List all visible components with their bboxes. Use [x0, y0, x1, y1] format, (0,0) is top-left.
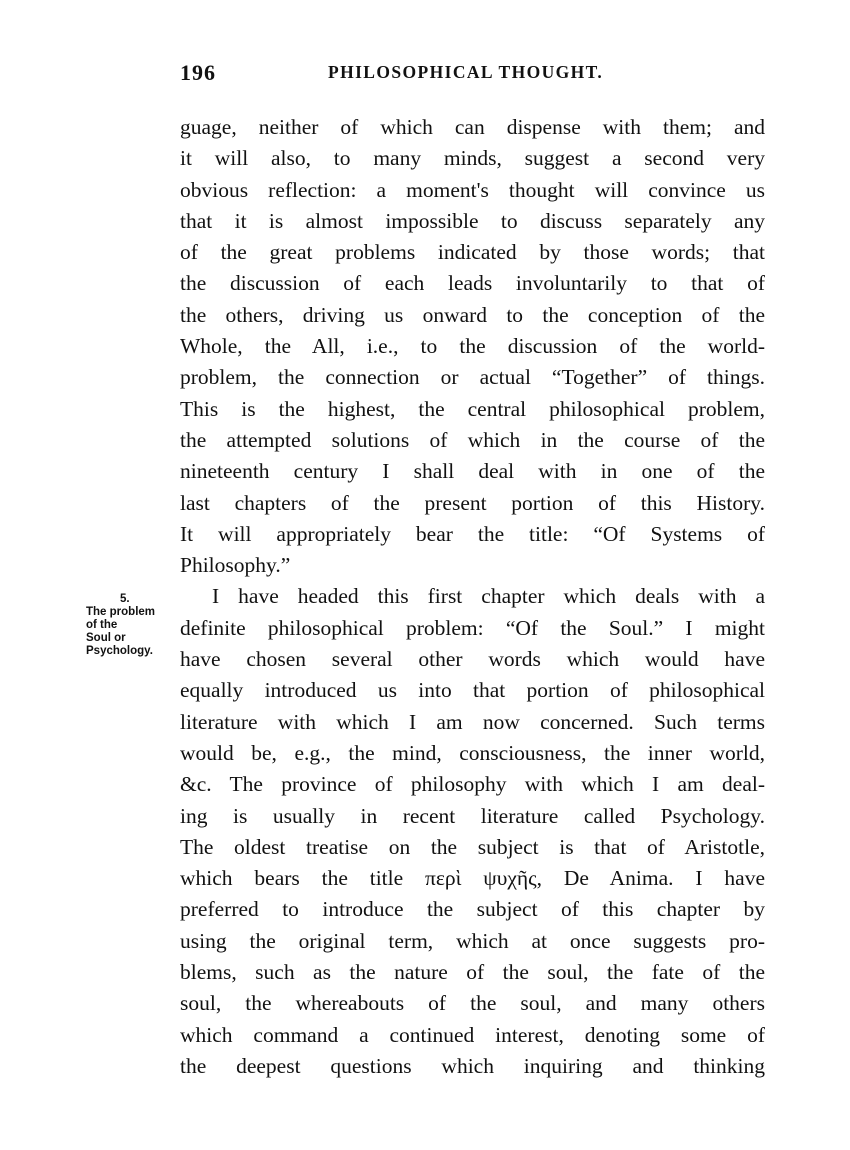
text-line: which command a continued interest, denoting some of [180, 1022, 765, 1047]
text-line: nineteenth century I shall deal with in one of the [180, 459, 765, 484]
margin-note-number: 5. [120, 593, 130, 605]
text-line: Philosophy.” [180, 553, 291, 578]
text-line: equally introduced us into that portion of philosophical [180, 678, 765, 703]
page-number: 196 [180, 60, 216, 85]
text-line: Whole, the All, i.e., to the discussion of the world- [180, 334, 765, 359]
text-line: the deepest questions which inquiring and thinking [180, 1053, 765, 1078]
text-line: that it is almost impossible to discuss separately any [180, 208, 765, 233]
text-line: the attempted solutions of which in the course of the [180, 427, 765, 452]
running-head [180, 60, 765, 88]
text-line: This is the highest, the central philosophical problem, [180, 396, 765, 421]
margin-note [86, 593, 181, 658]
text-line: which bears the title περὶ ψυχῆς, De Anima. I have [180, 866, 765, 891]
text-line: it will also, to many minds, suggest a second very [180, 146, 765, 171]
text-line: ing is usually in recent literature called Psychology. [180, 803, 765, 828]
text-line: last chapters of the present portion of this History. [180, 490, 765, 515]
paragraph-first-line: I have headed this first chapter which deals with a [212, 584, 765, 609]
text-line: literature with which I am now concerned. Such terms [180, 709, 765, 734]
text-line: of the great problems indicated by those words; that [180, 240, 765, 265]
running-title: PHILOSOPHICAL THOUGHT. [328, 62, 604, 82]
text-line: definite philosophical problem: “Of the Soul.” I might [180, 615, 765, 640]
body-text [180, 112, 765, 1082]
text-line: blems, such as the nature of the soul, the fate of the [180, 960, 765, 985]
text-line: guage, neither of which can dispense with them; and [180, 115, 765, 139]
margin-note-line: Psychology. [86, 645, 153, 657]
margin-note-line: The problem [86, 606, 156, 618]
text-line: problem, the connection or actual “Together” of things. [180, 365, 765, 390]
text-line: &c. The province of philosophy with which I am deal- [180, 772, 765, 797]
text-line: the discussion of each leads involuntarily to that of [180, 271, 765, 296]
text-line: The oldest treatise on the subject is that of Aristotle, [180, 834, 765, 859]
text-line: obvious reflection: a moment's thought will convince us [180, 177, 765, 202]
text-line: have chosen several other words which would have [180, 647, 765, 672]
text-line: would be, e.g., the mind, consciousness, the inner world, [180, 740, 765, 765]
margin-note-line: Soul or [86, 632, 126, 644]
text-line: using the original term, which at once suggests pro- [180, 928, 765, 953]
text-line: preferred to introduce the subject of this chapter by [180, 897, 765, 922]
text-line: soul, the whereabouts of the soul, and many others [180, 991, 765, 1016]
text-line: It will appropriately bear the title: “Of Systems of [180, 521, 765, 546]
text-line: the others, driving us onward to the conception of the [180, 302, 765, 327]
margin-note-line: of the [86, 619, 118, 631]
